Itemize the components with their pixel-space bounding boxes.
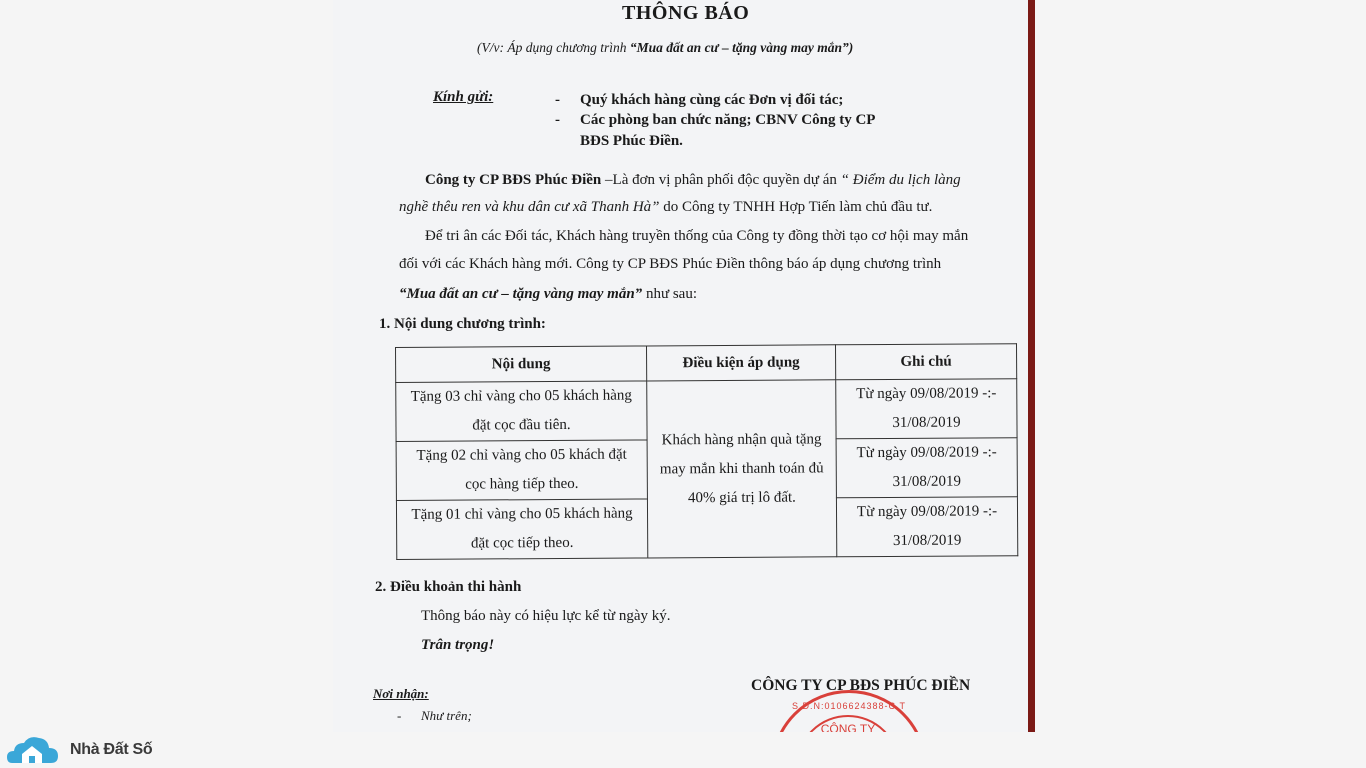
project-name-part1: “ Điểm du lịch làng bbox=[840, 172, 961, 188]
document-page bbox=[333, 0, 1035, 732]
noi-nhan-item: Như trên; bbox=[421, 708, 472, 723]
paper-edge bbox=[1028, 0, 1035, 732]
recipient-dash-1: - bbox=[555, 92, 560, 108]
para1-line2-rest: do Công ty TNHH Hợp Tiến làm chủ đầu tư. bbox=[659, 199, 933, 215]
doc-title: THÔNG BÁO bbox=[622, 2, 750, 24]
row-note-line: 31/08/2019 bbox=[892, 414, 961, 431]
row-content bbox=[396, 440, 647, 501]
condition-cell bbox=[647, 380, 837, 558]
logo-text: Nhà Đất Số bbox=[70, 741, 153, 758]
subtitle-program: “Mua đất an cư – tặng vàng may mắn”) bbox=[629, 40, 854, 55]
recipient-1: Quý khách hàng cùng các Đơn vị đối tác; bbox=[580, 92, 844, 108]
site-logo[interactable] bbox=[6, 734, 152, 766]
condition-line: may mắn khi thanh toán đủ bbox=[659, 459, 824, 477]
row-note-line: 31/08/2019 bbox=[892, 473, 962, 490]
table-header-row bbox=[396, 344, 1017, 383]
effective-text: Thông báo này có hiệu lực kể từ ngày ký. bbox=[421, 608, 671, 624]
program-name: “Mua đất an cư – tặng vàng may mắn” bbox=[399, 286, 643, 302]
row-note-line: Từ ngày 09/08/2019 -:- bbox=[856, 444, 997, 462]
para1-line2 bbox=[399, 199, 932, 216]
para2-line3 bbox=[399, 286, 697, 303]
noi-nhan-dash: - bbox=[397, 708, 402, 723]
row-note bbox=[836, 438, 1017, 498]
row-content bbox=[396, 381, 647, 442]
recipient-2: Các phòng ban chức năng; CBNV Công ty CP bbox=[580, 112, 876, 128]
kinh-gui-label: Kính gửi: bbox=[433, 89, 494, 105]
bottom-band bbox=[0, 732, 1366, 768]
company-stamp bbox=[771, 690, 927, 732]
para2-line3-rest: như sau: bbox=[642, 286, 697, 302]
signer-company: CÔNG TY CP BĐS PHÚC ĐIỀN bbox=[751, 677, 971, 694]
house-cloud-icon bbox=[6, 733, 66, 767]
para2-line1: Để tri ân các Đối tác, Khách hàng truyền thống của Công ty đồng thời tạo cơ hội may mắn bbox=[425, 228, 969, 244]
subtitle-prefix: (V/v: Áp dụng chương trình bbox=[477, 40, 630, 55]
table-row bbox=[396, 379, 1017, 442]
noi-nhan-label: Nơi nhận: bbox=[373, 686, 429, 701]
section-1-heading: 1. Nội dung chương trình: bbox=[379, 316, 546, 332]
program-table bbox=[395, 343, 1018, 560]
para1-line1-rest: –Là đơn vị phân phối độc quyền dự án bbox=[601, 172, 841, 188]
condition-line: 40% giá trị lô đất. bbox=[687, 489, 796, 506]
row-note-line: Từ ngày 09/08/2019 -:- bbox=[856, 385, 997, 403]
row-note-line: 31/08/2019 bbox=[892, 532, 962, 549]
para2-line2: đối với các Khách hàng mới. Công ty CP BĐS Phúc Điền thông báo áp dụng chương trình bbox=[399, 256, 942, 272]
row-content-line: Tặng 02 chỉ vàng cho 05 khách đặt bbox=[416, 446, 627, 464]
row-content-line: cọc hàng tiếp theo. bbox=[465, 475, 579, 493]
condition-line: Khách hàng nhận quà tặng bbox=[661, 430, 822, 448]
row-content bbox=[396, 499, 647, 560]
row-note-line: Từ ngày 09/08/2019 -:- bbox=[856, 503, 998, 521]
row-note bbox=[836, 379, 1017, 439]
stamp-inner bbox=[796, 715, 900, 732]
header-content: Nội dung bbox=[396, 346, 647, 383]
section-2-heading: 2. Điều khoản thi hành bbox=[375, 579, 522, 595]
regards-text: Trân trọng! bbox=[421, 637, 495, 653]
doc-subtitle bbox=[477, 40, 853, 56]
row-note bbox=[836, 497, 1017, 557]
para1-line1 bbox=[425, 172, 961, 189]
company-name: Công ty CP BĐS Phúc Điền bbox=[425, 172, 602, 188]
row-content-line: đặt cọc tiếp theo. bbox=[470, 534, 574, 552]
stamp-number: S.Đ.N:0106624388-C.T bbox=[791, 701, 907, 711]
project-name-part2: nghề thêu ren và khu dân cư xã Thanh Hà” bbox=[399, 199, 660, 215]
row-content-line: đặt cọc đầu tiên. bbox=[472, 416, 571, 434]
stamp-center-text: CÔNG TY bbox=[820, 722, 876, 732]
recipient-3: BĐS Phúc Điền. bbox=[580, 133, 683, 149]
row-content-line: Tặng 01 chỉ vàng cho 05 khách hàng bbox=[411, 505, 633, 523]
row-content-line: Tặng 03 chỉ vàng cho 05 khách hàng bbox=[410, 387, 632, 405]
header-note: Ghi chú bbox=[835, 344, 1016, 380]
header-condition: Điều kiện áp dụng bbox=[646, 345, 835, 381]
recipient-dash-2: - bbox=[555, 112, 560, 128]
